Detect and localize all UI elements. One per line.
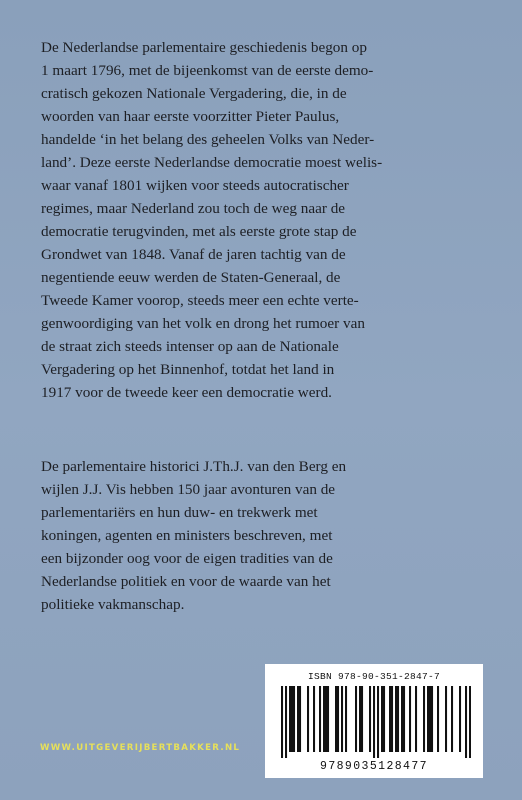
barcode-bar xyxy=(409,686,411,752)
barcode-bar xyxy=(429,686,431,752)
barcode-bar xyxy=(395,686,397,752)
barcode-bar xyxy=(355,686,357,752)
blurb-paragraph-1 xyxy=(41,36,481,404)
barcode-bar xyxy=(431,686,433,752)
barcode-bar xyxy=(459,686,461,752)
text-line: Vergadering op het Binnenhof, totdat het land in xyxy=(41,361,335,378)
text-line: regimes, maar Nederland zou toch de weg naar de xyxy=(41,200,346,217)
text-line: De parlementaire historici J.Th.J. van den Berg en xyxy=(41,458,347,475)
barcode-bar xyxy=(465,686,467,758)
barcode-bar xyxy=(361,686,363,752)
barcode-bar xyxy=(323,686,325,752)
text-line: de straat zich steeds intenser op aan de Nationale xyxy=(41,338,339,355)
text-line: Nederlandse politiek en voor de waarde van het xyxy=(41,573,331,590)
barcode-bar xyxy=(285,686,287,758)
barcode-bar xyxy=(397,686,399,752)
barcode-bar xyxy=(335,686,337,752)
barcode-bar xyxy=(383,686,385,752)
barcode-bar xyxy=(297,686,299,752)
barcode-bar xyxy=(401,686,403,752)
isbn-barcode xyxy=(265,664,483,778)
barcode-bar xyxy=(313,686,315,752)
barcode-bar xyxy=(289,686,291,752)
barcode-bar xyxy=(403,686,405,752)
barcode-bar xyxy=(373,686,375,758)
barcode-bar xyxy=(369,686,371,752)
barcode-bar xyxy=(451,686,453,752)
text-line: Grondwet van 1848. Vanaf de jaren tachtig van de xyxy=(41,246,346,263)
barcode-bar xyxy=(337,686,339,752)
text-line: waar vanaf 1801 wijken voor steeds autocratischer xyxy=(41,177,349,194)
barcode-digits: 9789035128477 xyxy=(320,760,428,773)
text-line: koningen, agenten en ministers beschreven, met xyxy=(41,527,333,544)
text-line: wijlen J.J. Vis hebben 150 jaar avonturen van de xyxy=(41,481,336,498)
text-line: parlementariërs en hun duw- en trekwerk met xyxy=(41,504,318,521)
text-line: een bijzonder oog voor de eigen tradities van de xyxy=(41,550,333,567)
barcode-bar xyxy=(437,686,439,752)
isbn-label: ISBN 978-90-351-2847-7 xyxy=(307,671,441,682)
barcode-bar xyxy=(325,686,327,752)
barcode-bar xyxy=(469,686,471,758)
barcode-bar xyxy=(327,686,329,752)
publisher-website[interactable]: WWW.UITGEVERIJBERTBAKKER.NL xyxy=(40,743,241,753)
text-line: genwoordiging van het volk en drong het rumoer van xyxy=(41,315,365,332)
barcode-bar xyxy=(389,686,391,752)
text-line: land’. Deze eerste Nederlandse democratie moest welis- xyxy=(41,154,383,171)
barcode-bar xyxy=(445,686,447,752)
barcode-bar xyxy=(391,686,393,752)
text-line: handelde ‘in het belang des geheelen Volks van Neder- xyxy=(41,131,375,148)
barcode-bar xyxy=(291,686,293,752)
text-line: democratie terugvinden, met als eerste grote stap de xyxy=(41,223,357,240)
barcode-bar xyxy=(307,686,309,752)
text-line: De Nederlandse parlementaire geschiedenis begon op xyxy=(41,39,367,56)
text-line: cratisch gekozen Nationale Vergadering, die, in de xyxy=(41,85,347,102)
barcode-bar xyxy=(299,686,301,752)
text-line: woorden van haar eerste voorzitter Pieter Paulus, xyxy=(41,108,340,125)
blurb-paragraph-2 xyxy=(41,455,481,616)
barcode-bar xyxy=(281,686,283,758)
barcode-bar xyxy=(293,686,295,752)
barcode-bar xyxy=(377,686,379,758)
barcode-bar xyxy=(319,686,321,752)
text-line: negentiende eeuw werden de Staten-Generaal, de xyxy=(41,269,341,286)
text-line: Tweede Kamer voorop, steeds meer een echte verte- xyxy=(41,292,359,309)
barcode-bar xyxy=(345,686,347,752)
barcode-bar xyxy=(423,686,425,752)
barcode-bar xyxy=(359,686,361,752)
text-line: 1917 voor de tweede keer een democratie werd. xyxy=(41,384,332,401)
text-line: politieke vakmanschap. xyxy=(41,596,185,613)
barcode-bar xyxy=(427,686,429,752)
barcode-bars xyxy=(281,686,471,758)
text-line: 1 maart 1796, met de bijeenkomst van de eerste demo- xyxy=(41,62,374,79)
barcode-bar xyxy=(341,686,343,752)
barcode-bar xyxy=(415,686,417,752)
barcode-bar xyxy=(381,686,383,752)
